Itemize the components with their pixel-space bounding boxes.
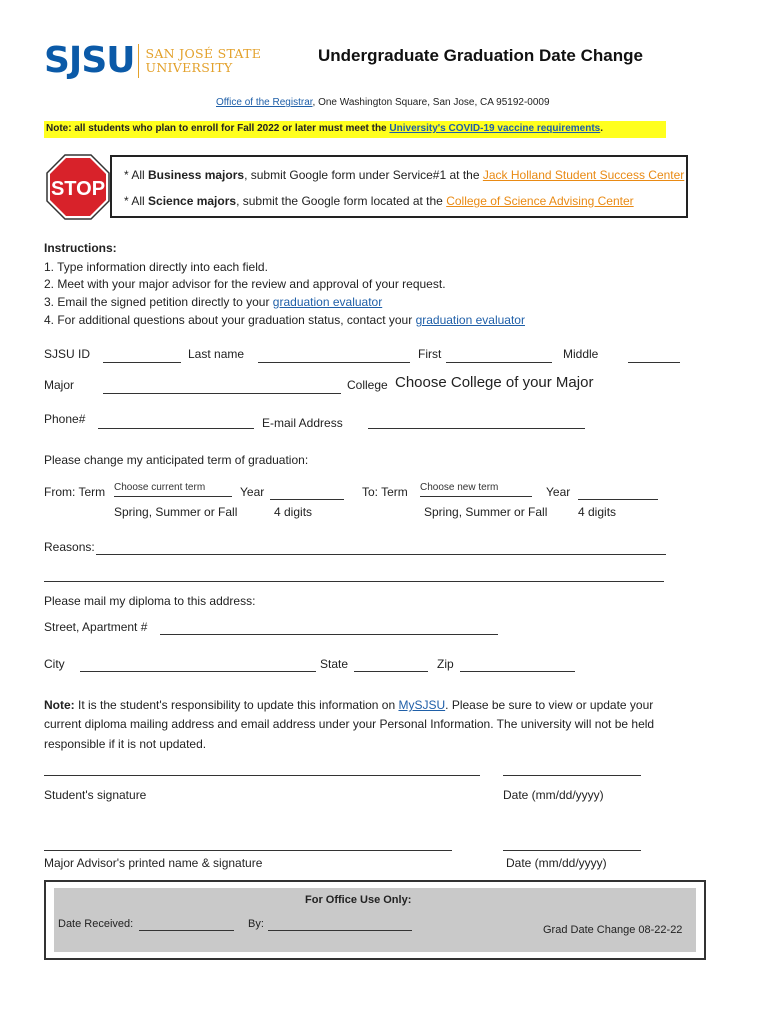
stop-line-science [124, 194, 634, 208]
last-name-label: Last name [188, 347, 245, 361]
stop-line2-prefix: * All [124, 194, 149, 208]
middle-name-label: Middle [563, 347, 599, 361]
received-by-field[interactable] [268, 930, 412, 931]
science-majors-label: Science majors [148, 194, 237, 208]
logo-wordmark [145, 47, 261, 75]
term-heading: Please change my anticipated term of graduation: [44, 453, 309, 467]
street-label: Street, Apartment # [44, 620, 148, 634]
covid-note [46, 123, 603, 134]
note-text-2: . Please be sure to view or update your [445, 698, 654, 712]
major-label: Major [44, 378, 75, 392]
email-label: E-mail Address [262, 416, 343, 430]
form-version-id: Grad Date Change 08-22-22 [543, 924, 683, 936]
advisor-signature-label: Major Advisor's printed name & signature [44, 856, 263, 870]
diploma-heading: Please mail my diploma to this address: [44, 594, 256, 608]
date-received-field[interactable] [139, 930, 234, 931]
instruction-1: 1. Type information directly into each field. [44, 260, 268, 274]
from-year-label: Year [240, 485, 265, 499]
registrar-address [216, 97, 550, 108]
graduation-evaluator-link-2[interactable]: graduation evaluator [415, 313, 525, 327]
office-use-heading: For Office Use Only: [305, 894, 412, 906]
sjsu-id-field[interactable] [103, 362, 181, 363]
stop-notice-box [110, 155, 688, 218]
science-advising-link[interactable]: College of Science Advising Center [446, 194, 634, 208]
instruction-4 [44, 313, 525, 327]
zip-label: Zip [437, 657, 454, 671]
date-received-label: Date Received: [58, 918, 134, 930]
from-digits-hint: 4 digits [274, 505, 313, 519]
stop-line1-prefix: * All [124, 168, 149, 182]
to-term-label: To: Term [362, 485, 408, 499]
zip-field[interactable] [460, 671, 575, 672]
from-term-label: From: Term [44, 485, 106, 499]
from-season-hint: Spring, Summer or Fall [114, 505, 238, 519]
office-use-box [44, 880, 706, 960]
stop-line2-text: , submit the Google form located at the [236, 194, 447, 208]
reasons-field-line-1[interactable] [96, 554, 666, 555]
covid-requirements-link[interactable]: University's COVID-19 vaccine requirements [389, 123, 601, 134]
to-term-select[interactable]: Choose new term [420, 482, 532, 497]
instruction-4-text: 4. For additional questions about your graduation status, contact your [44, 313, 416, 327]
city-label: City [44, 657, 65, 671]
note-text-1: It is the student's responsibility to update this information on [74, 698, 399, 712]
first-name-field[interactable] [446, 362, 552, 363]
address-text: , One Washington Square, San Jose, CA 95192-0009 [312, 97, 550, 108]
university-logo [44, 40, 261, 81]
city-field[interactable] [80, 671, 316, 672]
instruction-2: 2. Meet with your major advisor for the review and approval of your request. [44, 277, 446, 291]
logo-mark: SJSU [44, 40, 135, 81]
stop-sign-text: STOP [50, 178, 106, 200]
to-digits-hint: 4 digits [578, 505, 617, 519]
college-select[interactable]: Choose College of your Major [395, 374, 594, 391]
covid-note-text: Note: all students who plan to enroll for Fall 2022 or later must meet the [46, 123, 390, 134]
form-title: Undergraduate Graduation Date Change [318, 46, 643, 65]
phone-label: Phone# [44, 412, 86, 426]
street-field[interactable] [160, 634, 498, 635]
logo-line-2: UNIVERSITY [145, 59, 233, 75]
college-label: College [347, 378, 388, 392]
covid-note-suffix: . [600, 123, 603, 134]
received-by-label: By: [248, 918, 264, 930]
student-signature-label: Student's signature [44, 788, 147, 802]
student-date-field[interactable] [503, 775, 641, 776]
responsibility-note-line-3: responsible if it is not updated. [44, 737, 207, 751]
business-majors-label: Business majors [148, 168, 245, 182]
student-date-label: Date (mm/dd/yyyy) [503, 788, 604, 802]
logo-divider [138, 44, 139, 78]
to-year-label: Year [546, 485, 571, 499]
last-name-field[interactable] [258, 362, 410, 363]
to-season-hint: Spring, Summer or Fall [424, 505, 548, 519]
student-signature-field[interactable] [44, 775, 480, 776]
first-name-label: First [418, 347, 442, 361]
instruction-3 [44, 295, 382, 309]
advisor-date-label: Date (mm/dd/yyyy) [506, 856, 607, 870]
responsibility-note-line-2: current diploma mailing address and email address under your Personal Information. The university will not be held [44, 717, 655, 731]
graduation-evaluator-link-1[interactable]: graduation evaluator [272, 295, 383, 309]
reasons-field-line-2[interactable] [44, 581, 664, 582]
jack-holland-link[interactable]: Jack Holland Student Success Center [482, 168, 685, 182]
to-year-field[interactable] [578, 499, 658, 500]
sjsu-id-label: SJSU ID [44, 347, 91, 361]
stop-line-business [124, 168, 684, 182]
stop-line1-text: , submit Google form under Service#1 at the [244, 168, 483, 182]
stop-sign-icon [46, 154, 110, 220]
registrar-link[interactable]: Office of the Registrar [216, 97, 313, 108]
responsibility-note-line-1 [44, 698, 653, 712]
instructions-heading: Instructions: [44, 241, 117, 255]
reasons-label: Reasons: [44, 540, 95, 554]
advisor-signature-field[interactable] [44, 850, 452, 851]
instruction-3-text: 3. Email the signed petition directly to your [44, 295, 273, 309]
note-label: Note: [44, 698, 75, 712]
phone-field[interactable] [98, 428, 254, 429]
from-year-field[interactable] [270, 499, 344, 500]
advisor-date-field[interactable] [503, 850, 641, 851]
major-field[interactable] [103, 393, 341, 394]
from-term-select[interactable]: Choose current term [114, 482, 232, 497]
middle-name-field[interactable] [628, 362, 680, 363]
mysjsu-link[interactable]: MySJSU [398, 698, 446, 712]
email-field[interactable] [368, 428, 585, 429]
logo-line-1: SAN JOSÉ STATE [145, 45, 262, 61]
state-field[interactable] [354, 671, 428, 672]
state-label: State [320, 657, 349, 671]
